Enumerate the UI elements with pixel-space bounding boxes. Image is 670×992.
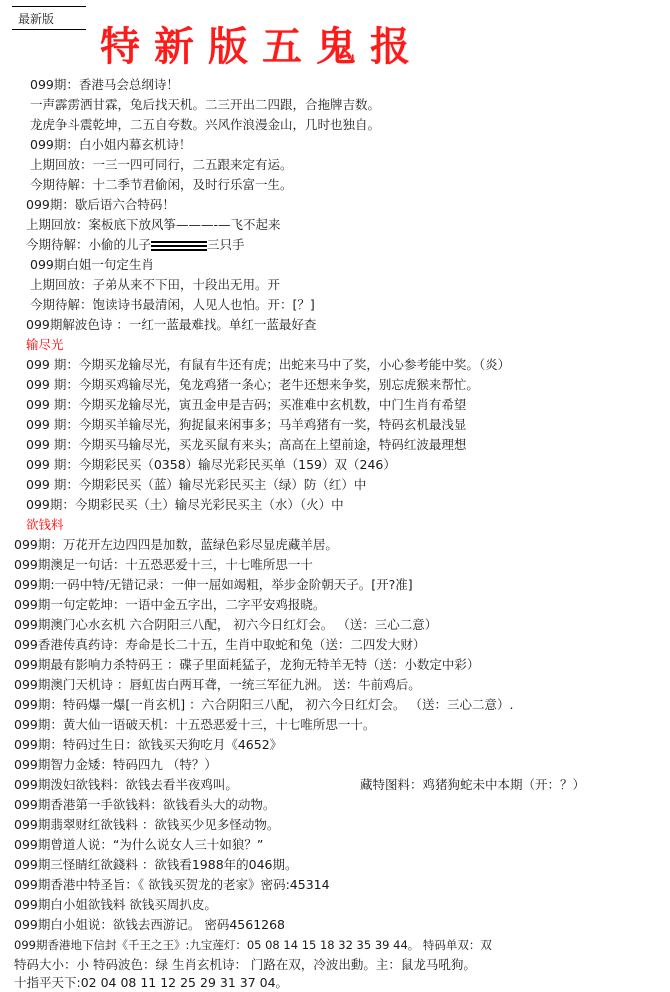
text-line: 上期回放：案板底下放风筝———-—飞不起来: [26, 217, 281, 232]
section-heading: 欲钱料: [26, 517, 64, 532]
text-line: 099期翡翠财红欲钱料 ：欲钱买少见多怪动物。: [14, 817, 280, 832]
text-line: 十指平天下:02 04 08 11 12 25 29 31 37 04。: [14, 975, 289, 990]
text-line: 099期:一码中特/无错记录：一伸一屈如竭粗，举步金阶朝天子。[开?准]: [14, 577, 413, 592]
text-line: 上期回放：一三一四可同行，二五跟来定有运。: [30, 157, 293, 172]
text-line: 099香港传真药诗：寿命是长二十五，生肖中取蛇和兔（送：二四发大财）: [14, 637, 426, 652]
text-line: 099期智力金矮：特码四九 （特？）: [14, 757, 217, 772]
edition-badge: 最新版: [12, 6, 86, 30]
text-line: 特码大小：小 特码波色：绿 生肖玄机诗： 门路在双，冷波出動。主：鼠龙马吼狗。: [14, 957, 476, 972]
text-line: 099期澳门天机诗 ：唇虹齿白两耳聋，一统三军征九洲。 送：牛前鸡后。: [14, 677, 421, 692]
text-line: 099期白小姐欲钱料 欲钱买周扒皮。: [14, 897, 217, 912]
text-line: 099期澳足一句话：十五恐恶爱十三，十七唯所思一十: [14, 557, 313, 572]
text-line: 099期澳门心水玄机 六合阴阳三八配， 初六今日红灯会。 （送：三心二意）: [14, 617, 438, 632]
text-line: 099期一句定乾坤：一语中金五字出，二字平安鸡报晓。: [14, 597, 326, 612]
text-line: 099 期：今期彩民买（0358）输尽光彩民买单（159）双（246）: [26, 457, 396, 472]
text-line: 099 期：今期买龙输尽光，寅丑金申是吉码；买准难中玄机数，中门生肖有希望: [26, 397, 467, 412]
text-line: 今期待解：饱读诗书最清闲，人见人也怕。开：[？]: [30, 297, 315, 312]
text-line: 一声霹雳洒甘霖，兔后找天机。二三开出二四跟，合拖牌吉数。: [30, 97, 381, 112]
section-heading: 输尽光: [26, 337, 64, 352]
text-line: 099期：特码爆一爆[一肖玄机] ：六合阴阳三八配， 初六今日红灯会。 （送：三心二意）.: [14, 697, 514, 712]
text-line: 099期香港中特圣旨：《 欲钱买贺龙的老家》密码:45314: [14, 877, 330, 892]
text-line-part: 三只手: [207, 237, 245, 252]
text-line: 099期香港第一手欲钱料：欲钱看头大的动物。: [14, 797, 276, 812]
page-title: 特新版五鬼报: [100, 23, 424, 70]
text-line: 099 期：今期彩民买（蓝）输尽光彩民买主（绿）防（红）中: [26, 477, 367, 492]
text-line: 099期：歇后语六合特码！: [26, 197, 175, 212]
text-line: 099期：白小姐内幕玄机诗！: [30, 137, 192, 152]
triple-bar-mark: [151, 239, 207, 253]
text-line: 099 期：今期买鸡输尽光，兔龙鸡猪一条心；老牛还想来争奖，别忘虎猴来帮忙。: [26, 377, 479, 392]
text-line: [26, 236, 245, 254]
text-line: 099 期：今期买马输尽光，买龙买鼠有来头；高高在上望前途，特码红波最理想: [26, 437, 467, 452]
text-line: 099期：万花开左边四四是加数，蓝绿色彩尽显虎藏羊居。: [14, 537, 338, 552]
text-line: 099期：今期彩民买（土）输尽光彩民买主（水）（火）中: [26, 497, 344, 512]
text-line: 龙虎争斗震乾坤，二五自夸数。兴风作浪漫金山，几时也独自。: [30, 117, 381, 132]
text-line: 099期白小姐说：欲钱去西游记。 密码4561268: [14, 917, 286, 932]
text-line: 099期解波色诗 ：一红一蓝最难找。单红一蓝最好查: [26, 317, 317, 332]
text-line: 099 期：今期买龙输尽光，有鼠有牛还有虎；出蛇来马中了奖，小心参考能中奖。（炎）: [26, 357, 511, 372]
text-line: 099期最有影响力杀特码王 ：碟子里面耗猛子，龙狗无特羊无特（送：小数定中彩）: [14, 657, 480, 672]
text-line: 上期回放：子弟从来不下田，十段出无用。开: [30, 277, 281, 292]
text-line: 099期：香港马会总纲诗！: [30, 77, 179, 92]
text-line: 099期香港地下信封《千王之王》:九宝莲灯：05 08 14 15 18 32 35 39 44。 特码单双：双: [14, 938, 492, 952]
text-line: 今期待解：十二季节君偷闲，及时行乐富一生。: [30, 177, 293, 192]
text-line: 099期白姐一句定生肖: [30, 257, 154, 272]
text-line: 099期三怪睛红欲錢料 ：欲钱看1988年的046期。: [14, 857, 298, 872]
text-line-part: 今期待解：小偷的儿子: [26, 237, 152, 252]
text-line: 099期：黄大仙一语破天机：十五恐恶爱十三，十七唯所思一十。: [14, 717, 376, 732]
text-line: 099期曾道人说：“为什么说女人三十如狼？”: [14, 837, 264, 852]
text-line: 藏特图料：鸡猪狗蛇未中本期（开：？）: [360, 777, 586, 792]
text-line: 099 期：今期买羊输尽光，狗捉鼠来闲事多；马羊鸡猪有一奖，特码玄机最浅显: [26, 417, 467, 432]
text-line: 099期泼妇欲钱料：欲钱去看半夜鸡叫。: [14, 777, 238, 792]
text-line: 099期：特码过生日：欲钱买天狗吃月《4652》: [14, 737, 283, 752]
